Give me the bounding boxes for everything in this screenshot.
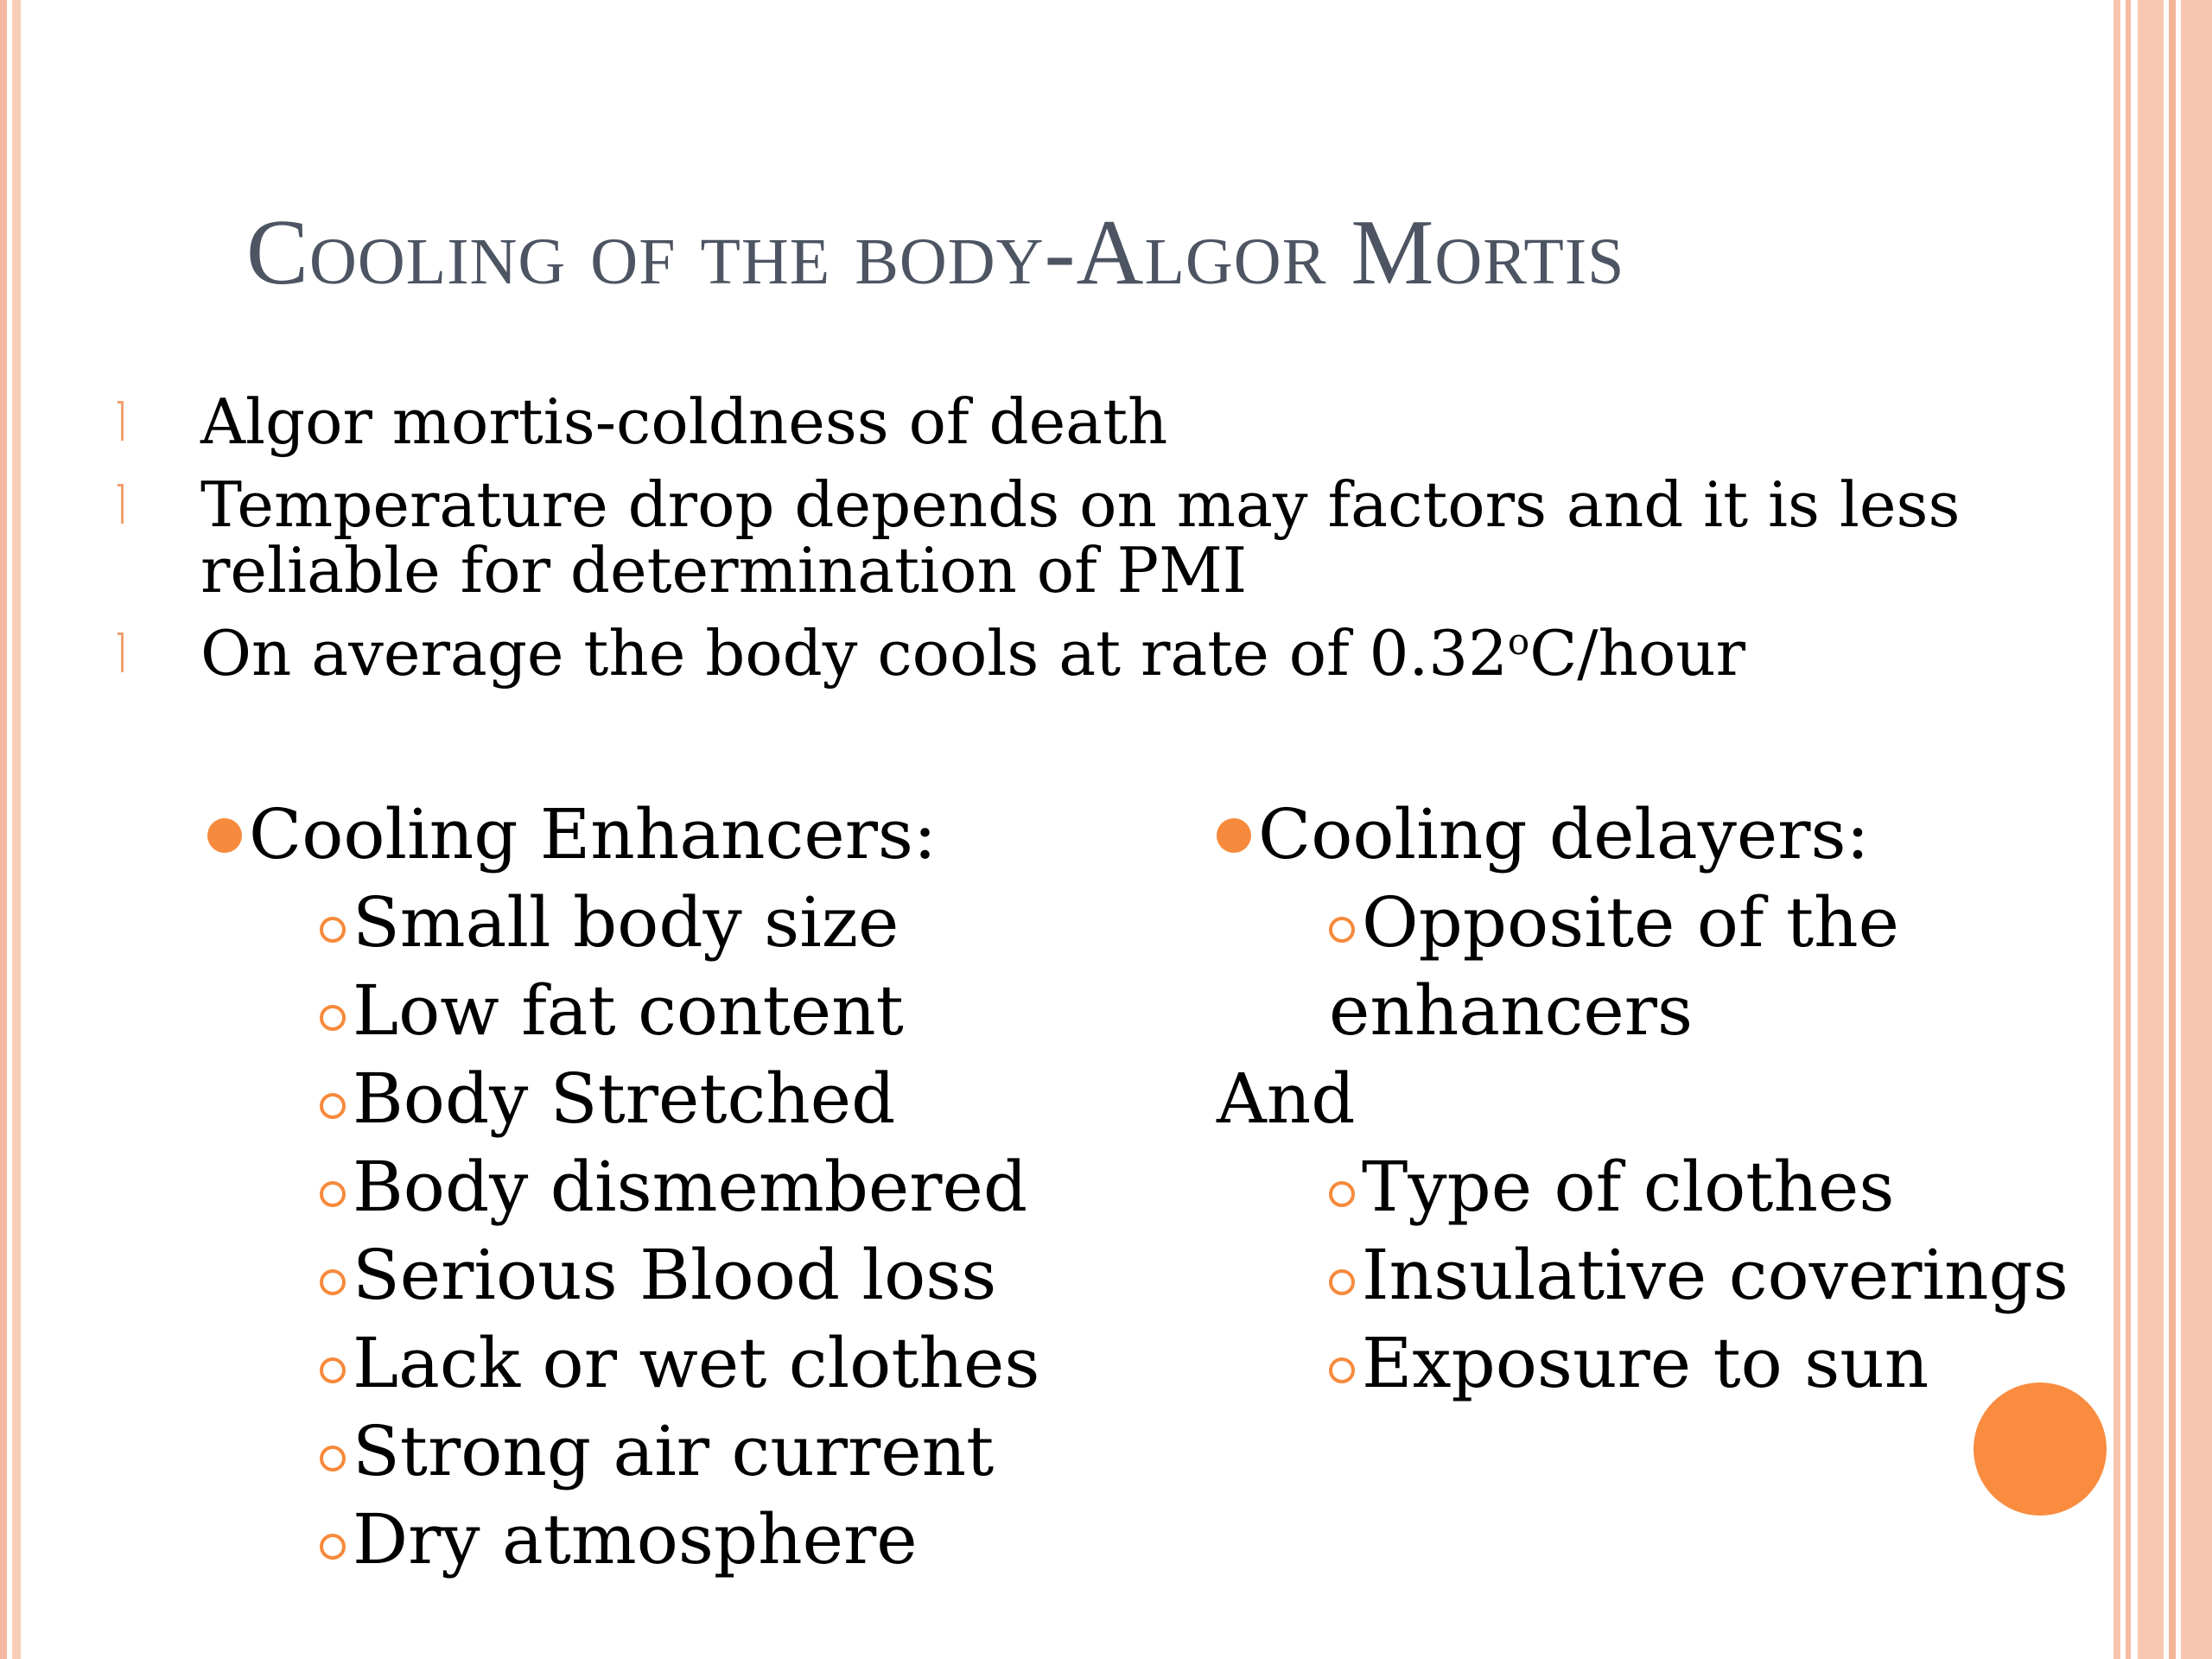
bullet-marker-icon [121,480,126,524]
left-border-stripe [0,0,7,1659]
list-item-text: Dry atmosphere [353,1499,918,1580]
cooling-delayers-column [1217,791,2210,1408]
ring-bullet-icon [1329,1181,1355,1207]
column-heading-text: Cooling delayers: [1258,794,1870,874]
list-item-text: Opposite of the [1362,882,1899,963]
left-border-stripe-inner [12,0,21,1659]
filled-circle-bullet-icon [1217,818,1251,853]
list-item-text: Body Stretched [353,1058,896,1139]
list-item-text: Strong air current [353,1411,995,1491]
bullet-item [121,385,2065,458]
connector-text: And [1217,1058,1356,1139]
list-item-text: Insulative coverings [1362,1235,2069,1315]
list-item [1217,1231,2210,1319]
ring-bullet-icon [320,1446,346,1471]
list-item [207,1143,1201,1231]
bullet-text: Algor mortis-coldness of death [200,385,1168,458]
ring-bullet-icon [320,1181,346,1207]
ring-bullet-icon [320,1534,346,1560]
slide-title: Cooling of the body-Algor Mortis [246,201,1625,304]
rate-text: On average the body cools at rate of 0.32 [200,617,1508,690]
ring-bullet-icon [1329,1357,1355,1383]
list-item-continuation: enhancers [1329,970,1694,1051]
ring-bullet-icon [320,1269,346,1295]
bullet-text: Temperature drop depends on may factors and it is less reliable for determination of PMI [200,468,1961,607]
ring-bullet-icon [320,1005,346,1031]
bullet-marker-icon [121,397,126,441]
decorative-orange-circle [1974,1382,2107,1516]
bullet-item [121,617,2065,690]
list-item [1217,879,2210,967]
list-item [207,1319,1201,1408]
bullet-marker-icon [121,629,126,672]
list-item-text: Type of clothes [1362,1147,1895,1227]
list-item [207,1496,1201,1584]
list-item [207,1055,1201,1143]
list-item-text: Low fat content [353,970,904,1051]
bullet-text-rate [200,617,1745,690]
ring-bullet-icon [320,1357,346,1383]
list-item [207,967,1201,1055]
list-item-text: Body dismembered [353,1147,1028,1227]
list-item [207,1408,1201,1496]
list-item-text: Serious Blood loss [353,1235,997,1315]
ring-bullet-icon [1329,917,1355,943]
degree-superscript: o [1507,620,1530,663]
ring-bullet-icon [320,1093,346,1119]
bullet-item [121,468,2065,607]
rate-unit: C/hour [1529,617,1746,690]
column-heading [207,791,1201,879]
list-item-text: Exposure to sun [1362,1323,1929,1403]
ring-bullet-icon [1329,1269,1355,1295]
list-item-text: Lack or wet clothes [353,1323,1040,1403]
list-item-text: Small body size [353,882,899,963]
cooling-enhancers-column [207,791,1201,1584]
list-item [207,1231,1201,1319]
column-heading-text: Cooling Enhancers: [249,794,937,874]
list-item [207,879,1201,967]
column-heading [1217,791,2210,879]
list-item [1217,1143,2210,1231]
filled-circle-bullet-icon [207,818,242,853]
main-bullet-list [121,385,2065,703]
ring-bullet-icon [320,917,346,943]
